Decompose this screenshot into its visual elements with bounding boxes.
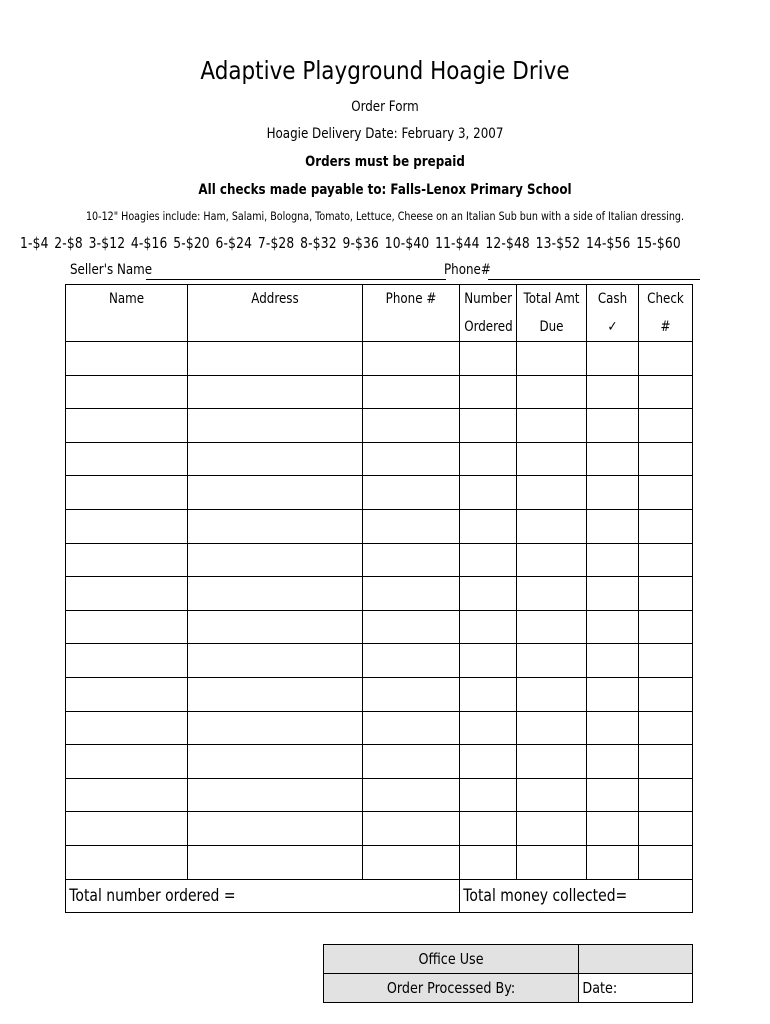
entry-cell[interactable] — [188, 577, 363, 611]
column-header: Address — [188, 285, 363, 342]
entry-cell[interactable] — [587, 644, 639, 678]
entry-cell[interactable] — [587, 677, 639, 711]
price-list — [20, 234, 681, 252]
entry-cell[interactable] — [460, 677, 517, 711]
entry-cell[interactable] — [639, 342, 693, 376]
seller-phone-field[interactable] — [488, 279, 700, 280]
seller-name-field[interactable] — [146, 279, 446, 280]
entry-cell[interactable] — [587, 812, 639, 846]
table-row — [66, 342, 693, 376]
entry-cell[interactable] — [363, 442, 460, 476]
entry-cell[interactable] — [517, 509, 587, 543]
entry-cell[interactable] — [517, 409, 587, 443]
entry-cell[interactable] — [517, 778, 587, 812]
phone-label: Phone# — [444, 262, 491, 278]
entry-cell[interactable] — [587, 442, 639, 476]
entry-cell[interactable] — [587, 845, 639, 879]
entry-cell[interactable] — [363, 342, 460, 376]
entry-cell[interactable] — [66, 610, 188, 644]
entry-cell[interactable] — [66, 577, 188, 611]
price-item: 4-$16 — [130, 234, 168, 252]
table-row — [66, 409, 693, 443]
price-item: 12-$48 — [485, 234, 530, 252]
entry-cell[interactable] — [517, 342, 587, 376]
entry-cell[interactable] — [66, 442, 188, 476]
price-item: 7-$28 — [257, 234, 295, 252]
totals-row — [66, 879, 693, 912]
table-row — [66, 509, 693, 543]
entry-cell[interactable] — [587, 745, 639, 779]
price-item: 14-$56 — [585, 234, 631, 252]
entry-cell[interactable] — [639, 442, 693, 476]
entry-cell[interactable] — [639, 644, 693, 678]
entry-cell[interactable] — [363, 509, 460, 543]
entry-cell[interactable] — [188, 409, 363, 443]
entry-cell[interactable] — [363, 644, 460, 678]
entry-cell[interactable] — [639, 409, 693, 443]
entry-cell[interactable] — [66, 812, 188, 846]
entry-cell[interactable] — [587, 778, 639, 812]
entry-cell[interactable] — [517, 812, 587, 846]
office-use-table — [323, 944, 693, 1003]
table-row — [66, 610, 693, 644]
entry-cell[interactable] — [587, 409, 639, 443]
entry-cell[interactable] — [66, 509, 188, 543]
entry-cell[interactable] — [66, 845, 188, 879]
table-row — [66, 812, 693, 846]
entry-cell[interactable] — [460, 845, 517, 879]
seller-line — [70, 262, 700, 278]
entry-cell[interactable] — [639, 577, 693, 611]
entry-cell[interactable] — [460, 442, 517, 476]
entry-cell[interactable] — [188, 342, 363, 376]
entry-cell[interactable] — [363, 577, 460, 611]
entry-cell[interactable] — [363, 375, 460, 409]
table-row — [66, 375, 693, 409]
entry-cell[interactable] — [66, 476, 188, 510]
entry-cell[interactable] — [188, 711, 363, 745]
entry-cell[interactable] — [639, 745, 693, 779]
entry-cell[interactable] — [517, 745, 587, 779]
entry-cell[interactable] — [639, 845, 693, 879]
entry-cell[interactable] — [188, 543, 363, 577]
entry-cell[interactable] — [363, 677, 460, 711]
form-title: Adaptive Playground Hoagie Drive — [200, 56, 570, 85]
entry-cell[interactable] — [363, 711, 460, 745]
entry-cell[interactable] — [517, 644, 587, 678]
header-row — [66, 285, 693, 342]
price-item: 3-$12 — [88, 234, 126, 252]
hoagie-description: 10-12" Hoagies include: Ham, Salami, Bologna, Tomato, Lettuce, Cheese on an Italian Sub bun with a side of Italian dressing. — [85, 209, 685, 223]
price-item: 5-$20 — [173, 234, 210, 252]
column-header: Total Amt Due — [517, 285, 587, 342]
entry-cell[interactable] — [66, 342, 188, 376]
entry-cell[interactable] — [188, 677, 363, 711]
price-item: 11-$44 — [435, 234, 480, 252]
entry-cell[interactable] — [460, 543, 517, 577]
entry-cell[interactable] — [639, 375, 693, 409]
entry-cell[interactable] — [188, 610, 363, 644]
table-row — [66, 644, 693, 678]
table-row — [66, 442, 693, 476]
entry-cell[interactable] — [517, 375, 587, 409]
entry-cell[interactable] — [639, 711, 693, 745]
price-item: 1-$4 — [20, 234, 49, 252]
entry-cell[interactable] — [66, 677, 188, 711]
entry-cell[interactable] — [66, 644, 188, 678]
price-item: 15-$60 — [636, 234, 681, 252]
entry-cell[interactable] — [188, 509, 363, 543]
entry-cell[interactable] — [460, 409, 517, 443]
entry-cell[interactable] — [188, 644, 363, 678]
entry-cell[interactable] — [517, 711, 587, 745]
column-header: Check # — [639, 285, 693, 342]
entry-cell[interactable] — [460, 342, 517, 376]
entry-cell[interactable] — [66, 375, 188, 409]
entry-cell[interactable] — [460, 476, 517, 510]
entry-cell[interactable] — [460, 644, 517, 678]
entry-cell[interactable] — [587, 610, 639, 644]
entry-cell[interactable] — [517, 442, 587, 476]
table-row — [66, 778, 693, 812]
entry-cell[interactable] — [363, 543, 460, 577]
column-header: Cash ✓ — [587, 285, 639, 342]
price-item: 2-$8 — [54, 234, 83, 252]
entry-cell[interactable] — [66, 409, 188, 443]
entry-cell[interactable] — [460, 509, 517, 543]
entry-cell[interactable] — [363, 476, 460, 510]
entry-cell[interactable] — [639, 812, 693, 846]
table-row — [66, 745, 693, 779]
entry-cell[interactable] — [188, 778, 363, 812]
seller-name-label: Seller's Name — [70, 262, 153, 278]
entry-cell[interactable] — [188, 812, 363, 846]
entry-cell[interactable] — [460, 577, 517, 611]
entry-cell[interactable] — [188, 375, 363, 409]
entry-cell[interactable] — [587, 342, 639, 376]
price-item: 9-$36 — [342, 234, 380, 252]
entry-cell[interactable] — [639, 610, 693, 644]
price-item: 8-$32 — [300, 234, 337, 252]
table-row — [66, 543, 693, 577]
entry-cell[interactable] — [517, 845, 587, 879]
entry-cell[interactable] — [188, 476, 363, 510]
entry-cell[interactable] — [639, 509, 693, 543]
column-header: Phone # — [363, 285, 460, 342]
office-use-blank — [579, 945, 693, 974]
order-processed-by[interactable]: Order Processed By: — [324, 974, 579, 1003]
entry-cell[interactable] — [460, 812, 517, 846]
payable-notice: All checks made payable to: Falls-Lenox Primary School — [198, 182, 572, 198]
entry-cell[interactable] — [188, 442, 363, 476]
entry-cell[interactable] — [639, 476, 693, 510]
entry-cell[interactable] — [587, 375, 639, 409]
entry-cell[interactable] — [363, 610, 460, 644]
office-date[interactable]: Date: — [579, 974, 693, 1003]
entry-cell[interactable] — [66, 778, 188, 812]
entry-cell[interactable] — [517, 577, 587, 611]
entry-cell[interactable] — [460, 745, 517, 779]
entry-cell[interactable] — [517, 543, 587, 577]
price-item: 6-$24 — [215, 234, 253, 252]
entry-cell[interactable] — [460, 711, 517, 745]
entry-cell[interactable] — [363, 845, 460, 879]
entry-cell[interactable] — [587, 711, 639, 745]
entry-cell[interactable] — [363, 812, 460, 846]
table-row — [66, 677, 693, 711]
entry-cell[interactable] — [517, 677, 587, 711]
entry-cell[interactable] — [587, 577, 639, 611]
entry-cell[interactable] — [587, 476, 639, 510]
entry-cell[interactable] — [66, 711, 188, 745]
office-use-title: Office Use — [324, 945, 579, 974]
entry-cell[interactable] — [587, 509, 639, 543]
price-item: 10-$40 — [384, 234, 430, 252]
orders-table — [65, 284, 693, 913]
entry-cell[interactable] — [639, 677, 693, 711]
entry-cell[interactable] — [639, 543, 693, 577]
entry-cell[interactable] — [460, 778, 517, 812]
column-header: Number Ordered — [460, 285, 517, 342]
entry-cell[interactable] — [517, 610, 587, 644]
total-money-cell[interactable]: Total money collected= — [460, 879, 693, 912]
price-item: 13-$52 — [535, 234, 581, 252]
entry-cell[interactable] — [460, 375, 517, 409]
entry-cell[interactable] — [188, 745, 363, 779]
table-row — [66, 577, 693, 611]
total-ordered-cell[interactable]: Total number ordered = — [66, 879, 460, 912]
entry-cell[interactable] — [363, 409, 460, 443]
prepaid-notice: Orders must be prepaid — [305, 154, 465, 170]
entry-cell[interactable] — [363, 745, 460, 779]
form-subtitle: Order Form — [351, 99, 419, 115]
entry-cell[interactable] — [587, 543, 639, 577]
entry-cell[interactable] — [363, 778, 460, 812]
entry-cell[interactable] — [460, 610, 517, 644]
column-header: Name — [66, 285, 188, 342]
table-row — [66, 476, 693, 510]
entry-cell[interactable] — [517, 476, 587, 510]
delivery-date: Hoagie Delivery Date: February 3, 2007 — [266, 126, 504, 142]
entry-cell[interactable] — [639, 778, 693, 812]
entry-cell[interactable] — [188, 845, 363, 879]
entry-cell[interactable] — [66, 543, 188, 577]
entry-cell[interactable] — [66, 745, 188, 779]
table-row — [66, 711, 693, 745]
table-row — [66, 845, 693, 879]
